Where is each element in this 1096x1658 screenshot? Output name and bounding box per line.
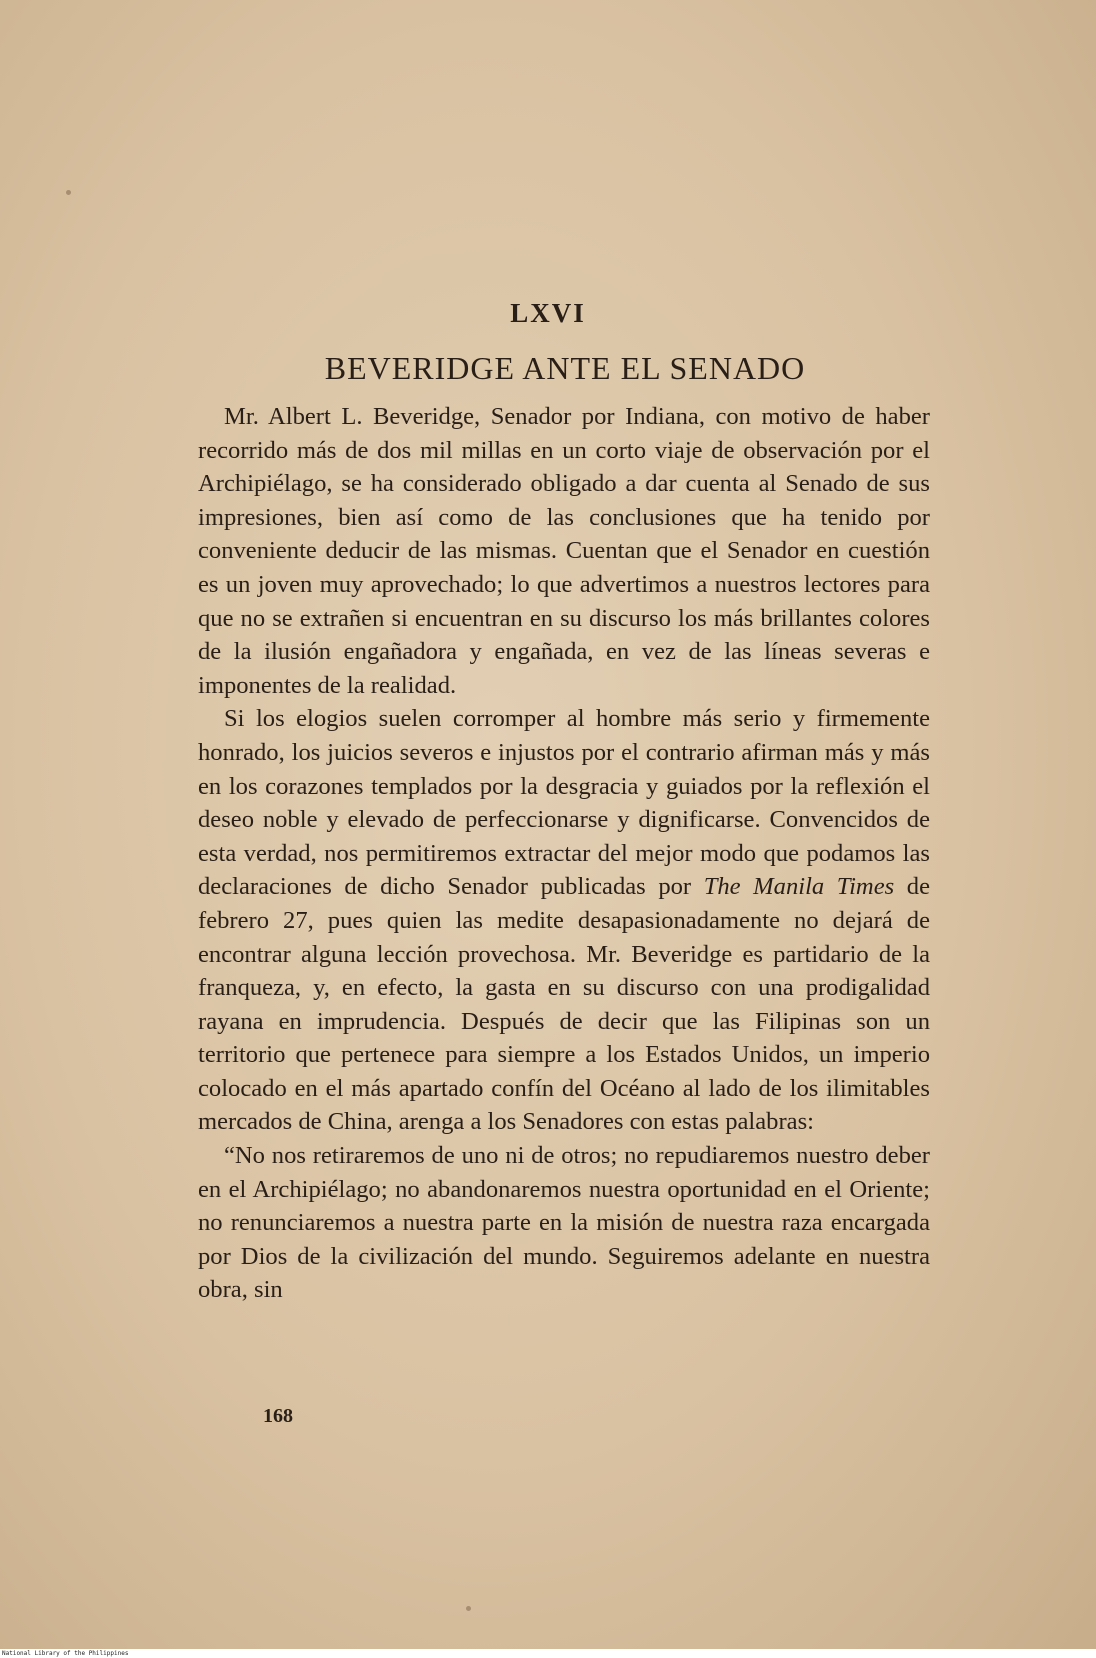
page-number: 168: [263, 1405, 293, 1427]
chapter-number: LXVI: [510, 298, 586, 328]
paragraph-2-start: Si los elogios suelen corromper al hombre más serio y firmemente honrado, los juicios severos e injustos por el contrario afirman más y más en los corazones templados por la desgracia y guiados por la reflexión el deseo noble y elevado de perfeccionarse y dignificarse. Convencidos de esta verdad, nos permitiremos extractar del mejor modo que podamos las declaraciones de dicho Senador publicadas por: [198, 705, 930, 901]
paper-spot: [66, 190, 71, 195]
paragraph-2: [198, 702, 930, 1139]
body-text: [198, 400, 930, 1307]
paragraph-2-end: de febrero 27, pues quien las medite desapasionadamente no dejará de encontrar alguna lección provechosa. Mr. Beveridge es partidario de la franqueza, y, en efecto, la gasta en su discurso con una prodigalidad rayana en imprudencia. Después de decir que las Filipinas son un territorio que pertenece para siempre a los Estados Unidos, un imperio colocado en el más apartado confín del Océano al lado de los ilimitables mercados de China, arenga a los Senadores con estas palabras:: [198, 873, 930, 1136]
paper-spot: [466, 1606, 471, 1611]
paragraph-3: “No nos retiraremos de uno ni de otros; no repudiaremos nuestro deber en el Archipiélago; no abandonaremos nuestra oportunidad en el Oriente; no renunciaremos a nuestra parte en la misión de nuestra raza encargada por Dios de la civilización del mundo. Seguiremos adelante en nuestra obra, sin: [198, 1142, 930, 1304]
footer-strip: [0, 1649, 1096, 1658]
footer-credit: National Library of the Philippines: [2, 1650, 129, 1657]
newspaper-title: The Manila Times: [703, 873, 895, 901]
paragraph-1: Mr. Albert L. Beveridge, Senador por Indiana, con motivo de haber recorrido más de dos mil millas en un corto viaje de observación por el Archipiélago, se ha considerado obligado a dar cuenta al Senado de sus impresiones, bien así como de las conclusiones que ha tenido por conveniente deducir de las mismas. Cuentan que el Senador en cuestión es un joven muy aprovechado; lo que advertimos a nuestros lectores para que no se extrañen si encuentran en su discurso los más brillantes colores de la ilusión engañadora y engañada, en vez de las líneas severas e imponentes de la realidad.: [198, 403, 930, 699]
chapter-title: BEVERIDGE ANTE EL SENADO: [324, 350, 806, 386]
